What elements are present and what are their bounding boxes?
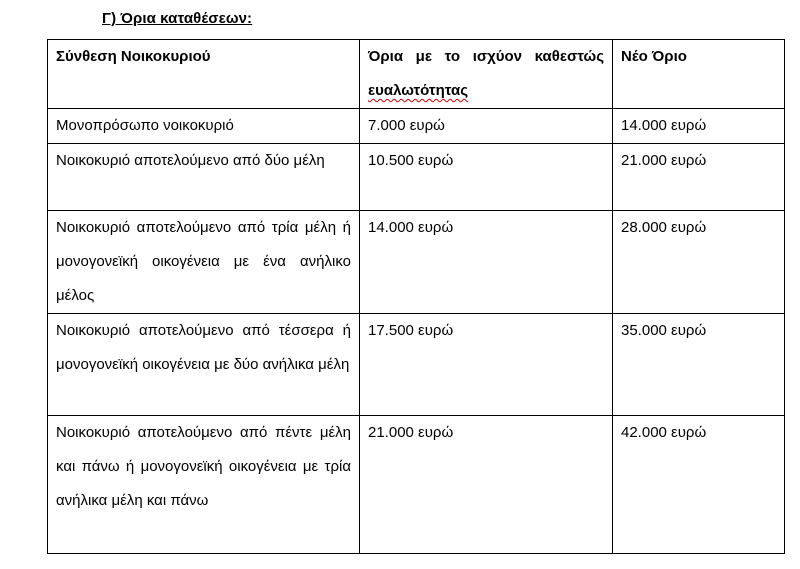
header-household-composition: Σύνθεση Νοικοκυριού xyxy=(48,40,360,109)
header-new-limit: Νέο Όριο xyxy=(613,40,785,109)
cell-composition: Νοικοκυριό αποτελούμενο από δύο μέλη xyxy=(48,144,360,211)
cell-new-limit: 14.000 ευρώ xyxy=(613,109,785,144)
deposit-limits-table xyxy=(47,39,785,554)
header-current-limits-line2: ευαλωτότητας xyxy=(368,82,469,99)
header-current-limits-line2-wrap xyxy=(368,74,604,108)
cell-composition: Νοικοκυριό αποτελούμενο από τέσσερα ή μονογονεϊκή οικογένεια με δύο ανήλικα μέλη xyxy=(48,314,360,416)
cell-new-limit: 42.000 ευρώ xyxy=(613,416,785,554)
table-row xyxy=(48,416,785,554)
cell-composition: Νοικοκυριό αποτελούμενο από τρία μέλη ή μονογονεϊκή οικογένεια με ένα ανήλικο μέλος xyxy=(48,211,360,314)
table-row xyxy=(48,211,785,314)
cell-composition: Νοικοκυριό αποτελούμενο από πέντε μέλη και πάνω ή μονογονεϊκή οικογένεια με τρία ανήλικα μέλη και πάνω xyxy=(48,416,360,554)
cell-new-limit: 28.000 ευρώ xyxy=(613,211,785,314)
table-header-row xyxy=(48,40,785,109)
section-heading: Γ) Όρια καταθέσεων: xyxy=(102,10,253,27)
table-row xyxy=(48,144,785,211)
cell-composition: Μονοπρόσωπο νοικοκυριό xyxy=(48,109,360,144)
cell-current-limit: 21.000 ευρώ xyxy=(360,416,613,554)
cell-new-limit: 35.000 ευρώ xyxy=(613,314,785,416)
cell-current-limit: 10.500 ευρώ xyxy=(360,144,613,211)
header-current-limits-line1: Όρια με το ισχύον καθεστώς xyxy=(368,48,604,65)
table-row xyxy=(48,109,785,144)
cell-current-limit: 14.000 ευρώ xyxy=(360,211,613,314)
header-current-limits xyxy=(360,40,613,109)
cell-current-limit: 7.000 ευρώ xyxy=(360,109,613,144)
table-row xyxy=(48,314,785,416)
cell-current-limit: 17.500 ευρώ xyxy=(360,314,613,416)
cell-new-limit: 21.000 ευρώ xyxy=(613,144,785,211)
